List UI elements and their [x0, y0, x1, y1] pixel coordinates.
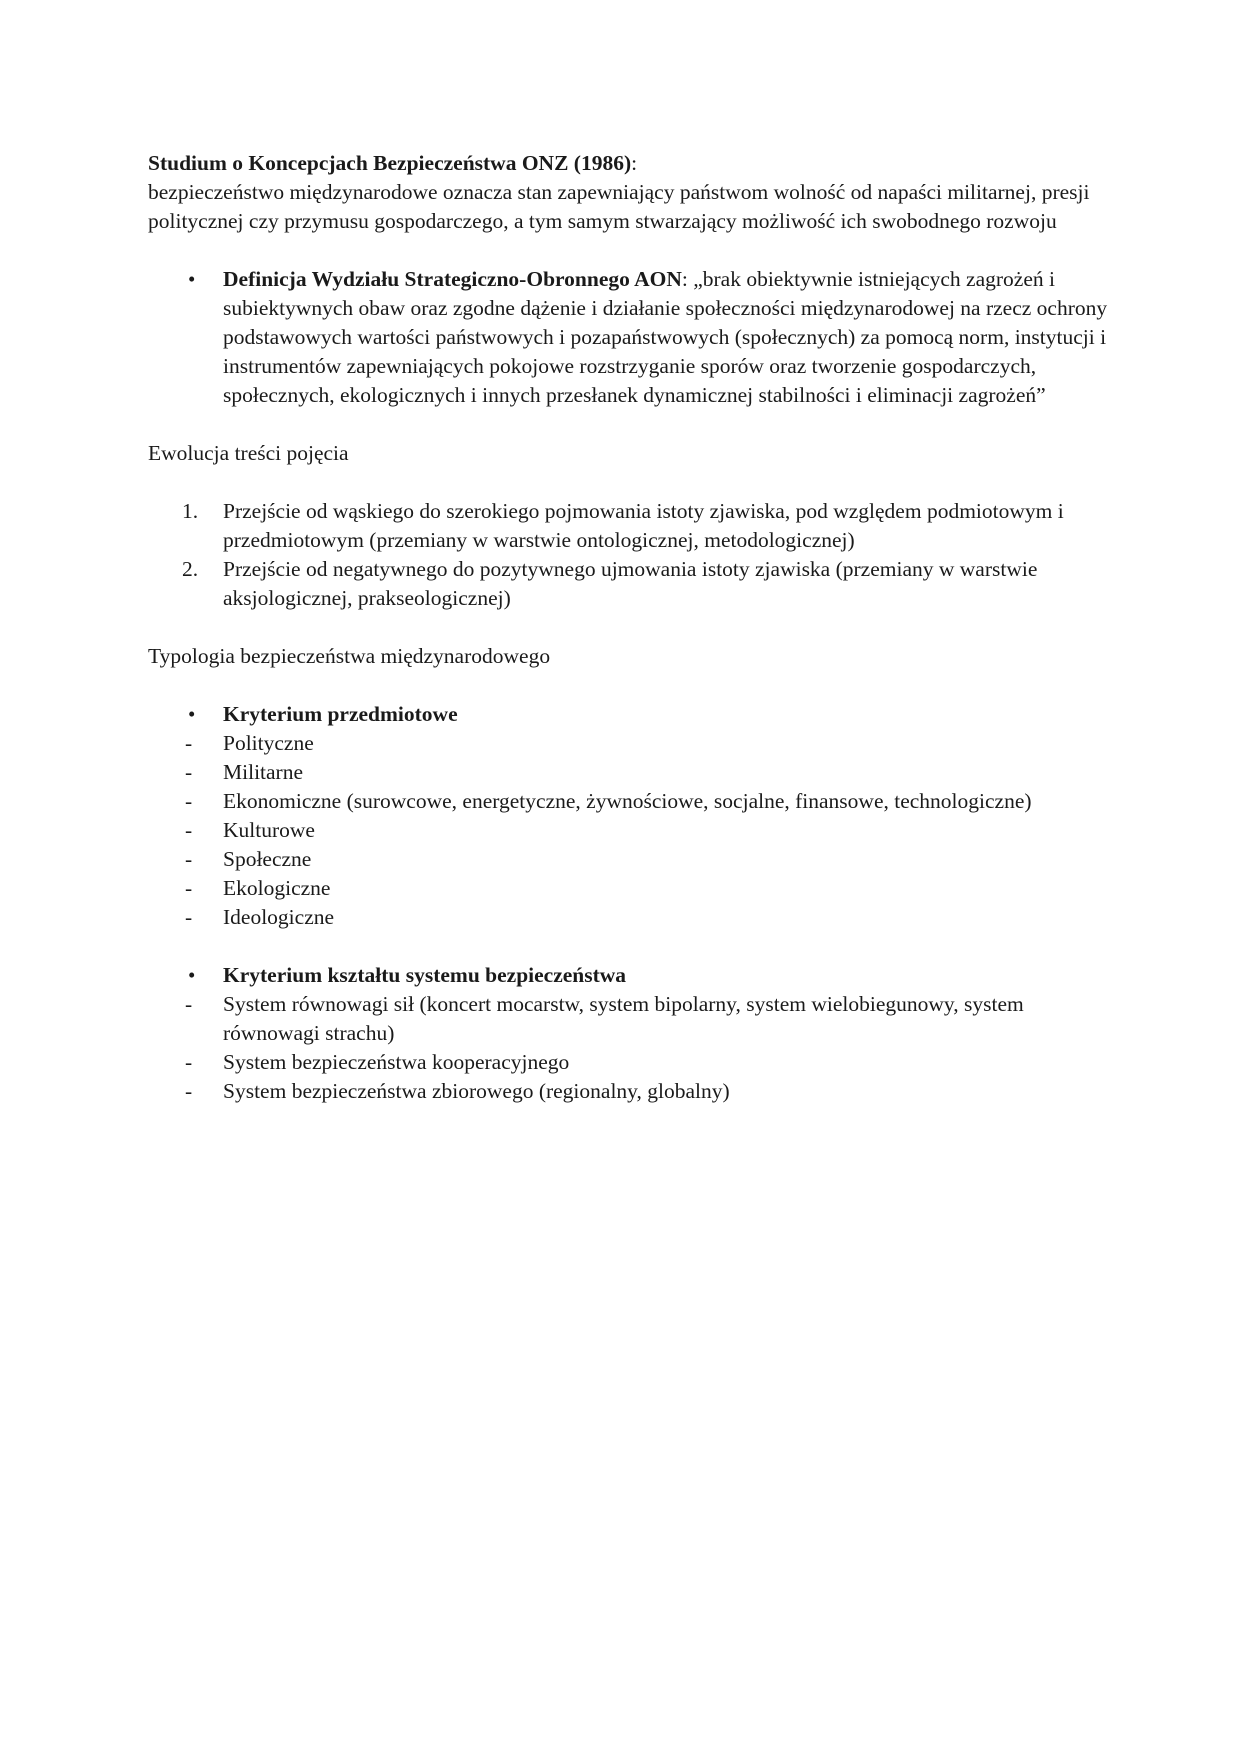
criterion-system-label: Kryterium kształtu systemu bezpieczeństwa: [223, 963, 627, 987]
document-content: [148, 149, 1108, 1106]
evolution-item-text: Przejście od wąskiego do szerokiego pojmowania istoty zjawiska, pod względem podmiotowym i przedmiotowym (przemiany w warstwie ontologicznej, metodologicznej): [223, 499, 1064, 552]
evolution-item-text: Przejście od negatywnego do pozytywnego ujmowania istoty zjawiska (przemiany w warstwie aksjologicznej, prakseologicznej): [223, 557, 1038, 610]
list-item-text: Polityczne: [223, 731, 314, 755]
spacer: [148, 613, 1108, 642]
list-item: [148, 903, 1108, 932]
list-item-text: Społeczne: [223, 847, 312, 871]
list-number: 1.: [182, 499, 199, 523]
list-item: [148, 787, 1108, 816]
onz-study-title-colon: :: [631, 151, 638, 175]
spacer: [148, 932, 1108, 961]
list-item: [148, 758, 1108, 787]
dash-marker: -: [185, 905, 193, 929]
criterion-subject-heading: [148, 700, 1108, 729]
spacer: [148, 671, 1108, 700]
definition-item: [148, 265, 1108, 410]
list-item-text: System równowagi sił (koncert mocarstw, system bipolarny, system wielobiegunowy, system równowagi strachu): [223, 992, 1024, 1045]
list-item: [148, 1077, 1108, 1106]
list-item-text: Kulturowe: [223, 818, 315, 842]
dash-marker: -: [185, 731, 193, 755]
onz-study-title: Studium o Koncepcjach Bezpieczeństwa ONZ (1986): [148, 151, 632, 175]
bullet-marker: •: [188, 963, 196, 987]
onz-study-body: bezpieczeństwo międzynarodowe oznacza stan zapewniający państwom wolność od napaści militarnej, presji politycznej czy przymusu gospodarczego, a tym samym stwarzający możliwość ich swobodnego rozwoju: [148, 180, 1090, 233]
bullet-marker: •: [188, 267, 196, 291]
list-item-text: Militarne: [223, 760, 304, 784]
dash-marker: -: [185, 789, 193, 813]
list-item: [148, 729, 1108, 758]
definition-label: Definicja Wydziału Strategiczno-Obronnego AON: [223, 267, 682, 291]
typology-heading: Typologia bezpieczeństwa międzynarodowego: [148, 644, 551, 668]
list-item: [148, 874, 1108, 903]
list-item: [148, 845, 1108, 874]
dash-marker: -: [185, 992, 193, 1016]
evolution-item: [148, 497, 1108, 555]
dash-marker: -: [185, 1050, 193, 1074]
evolution-heading: Ewolucja treści pojęcia: [148, 441, 349, 465]
bullet-marker: •: [188, 702, 196, 726]
dash-marker: -: [185, 1079, 193, 1103]
criterion-system-heading: [148, 961, 1108, 990]
list-item-text: Ekologiczne: [223, 876, 331, 900]
spacer: [148, 410, 1108, 439]
list-item-text: System bezpieczeństwa kooperacyjnego: [223, 1050, 570, 1074]
list-item-text: Ideologiczne: [223, 905, 335, 929]
section-onz-study: [148, 149, 1108, 178]
criterion-subject-label: Kryterium przedmiotowe: [223, 702, 458, 726]
definition-text: : „brak obiektywnie istniejących zagrożeń i subiektywnych obaw oraz zgodne dążenie i działanie społeczności międzynarodowej na rzecz ochrony podstawowych wartości państwowych i pozapaństwowych (społecznych) za pomocą norm, instytucji i instrumentów zapewniających pokojowe rozstrzyganie sporów oraz tworzenie gospodarczych, społecznych, ekologicznych i innych przesłanek dynamicznej stabilności i eliminacji zagrożeń”: [223, 267, 1108, 407]
list-item: [148, 1048, 1108, 1077]
list-item-text: Ekonomiczne (surowcowe, energetyczne, żywnościowe, socjalne, finansowe, technologiczne): [223, 789, 1032, 813]
dash-marker: -: [185, 876, 193, 900]
dash-marker: -: [185, 847, 193, 871]
list-item: [148, 816, 1108, 845]
list-item: [148, 990, 1108, 1048]
evolution-item: [148, 555, 1108, 613]
dash-marker: -: [185, 818, 193, 842]
list-item-text: System bezpieczeństwa zbiorowego (regionalny, globalny): [223, 1079, 730, 1103]
list-number: 2.: [182, 557, 199, 581]
spacer: [148, 468, 1108, 497]
spacer: [148, 236, 1108, 265]
dash-marker: -: [185, 760, 193, 784]
